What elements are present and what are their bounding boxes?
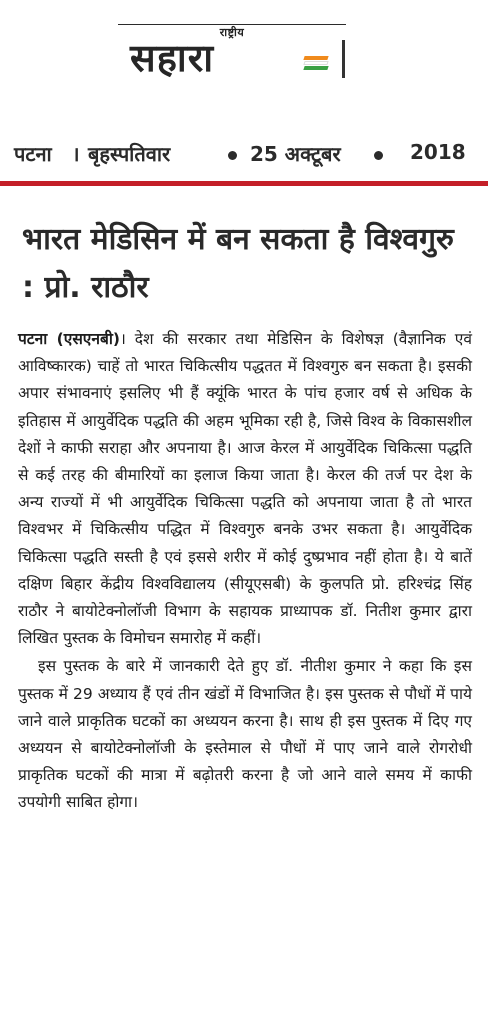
dateline-separator: । xyxy=(72,142,80,166)
bullet-icon xyxy=(228,151,237,160)
article-paragraph-1-text: । देश की सरकार तथा मेडिसिन के विशेषज्ञ (वैज्ञानिक एवं आविष्कारक) चाहें तो भारत चिकित्सीय पद्धतत में विश्वगुरु बन सकता है। इसकी अपार संभावनाएं इसलिए भी हैं क्यूंकि भारत के पांच हजार वर्ष से अधिक के इतिहास में आयुर्वेदिक पद्धति की अहम भूमिका रही है, जिसे विश्व के विकासशील देशों ने काफी सराहा और अपनाया है। आज केरल में आयुर्वेदिक चिकित्सा पद्धति से कई तरह की बीमारियों का इलाज किया जाता है। केरल की तर्ज पर देश के अन्य राज्यों में भी आयुर्वेदिक चिकित्सा पद्धति को अपनाया जाता है तो भारत विश्वभर में चिकित्सीय पद्धित में विश्वगुरु बनके उभर सकता है। आयुर्वेदिक चिकित्सा पद्धति सस्ती है एवं इससे शरीर में कोई दुष्प्रभाव नहीं होता है। ये बातें दक्षिण बिहार केंद्रीय विश्वविद्यालय (सीयूएसबी) के कुलपति प्रो. हरिश्चंद्र सिंह राठौर ने बायोटेक्नोलॉजी विभाग के सहायक प्राध्यापक डॉ. नितीश कुमार द्वारा लिखित पुस्तक के विमोचन समारोह में कहीं। xyxy=(18,330,472,648)
flag-green-band xyxy=(303,66,328,70)
flag-white-band xyxy=(303,61,328,65)
dateline xyxy=(14,140,474,174)
article-headline: भारत मेडिसिन में बन सकता है विश्वगुरु : प्रो. राठौर xyxy=(22,222,454,305)
logo-kicker: राष्ट्रीय xyxy=(219,26,245,39)
dateline-date: 25 अक्टूबर xyxy=(250,142,341,166)
article-paragraph-1 xyxy=(18,326,472,652)
article-body xyxy=(18,326,472,817)
newspaper-logo xyxy=(118,22,346,82)
dateline-city: पटना xyxy=(14,142,52,166)
article-paragraph-2: इस पुस्तक के बारे में जानकारी देते हुए डॉ. नीतीश कुमार ने कहा कि इस पुस्तक में 29 अध्याय हैं एवं तीन खंडों में विभाजित है। इस पुस्तक से पौधों में पाये जाने वाले प्राकृतिक घटकों का अध्ययन करना है। साथ ही इस पुस्तक में दिए गए अध्ययन से बायोटेक्नोलॉजी के इस्तेमाल से पौधों में पाए जाने वाले रोगरोधी प्राकृतिक घटकों की मात्रा में बढ़ोतरी करना है जो आने वाले समय में काफी उपयोगी साबित होगा। xyxy=(18,657,472,812)
dateline-weekday: बृहस्पतिवार xyxy=(88,142,171,166)
tricolor-flag-icon xyxy=(304,56,328,70)
bullet-icon xyxy=(374,151,383,160)
logo-name: सहारा xyxy=(130,36,215,80)
logo-separator xyxy=(342,40,345,78)
flag-saffron-band xyxy=(303,56,328,60)
dateline-year: 2018 xyxy=(410,140,466,164)
header-divider xyxy=(0,181,488,186)
masthead xyxy=(0,0,488,110)
article-byline: पटना (एसएनबी) xyxy=(18,330,120,348)
